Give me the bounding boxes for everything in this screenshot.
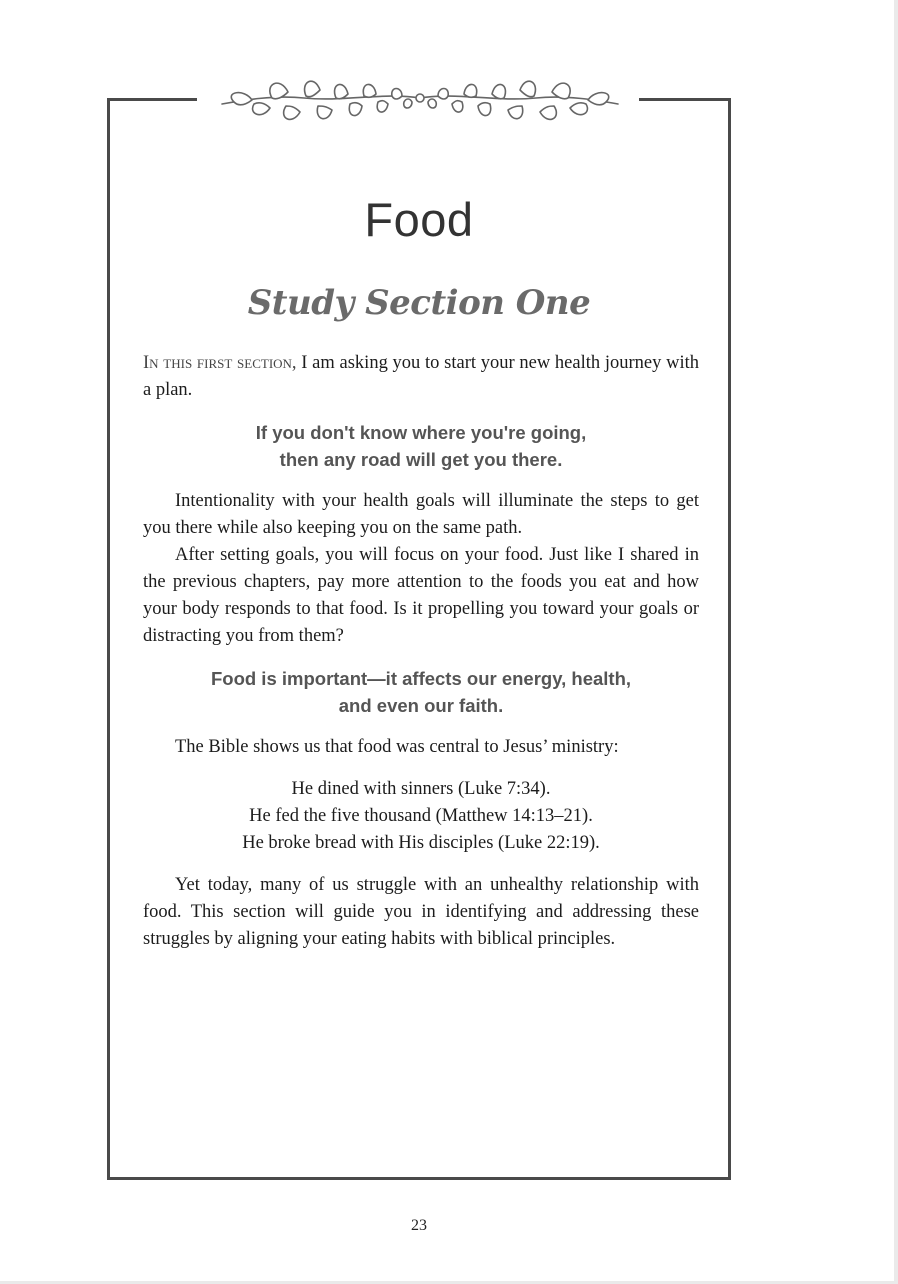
pull-quote-2 [143, 665, 699, 719]
page-edge-shadow [894, 0, 898, 1284]
intro-rest: I am asking you to start your new health journey with a plan. [143, 353, 700, 400]
verse-item: He fed the five thousand (Matthew 14:13–21). [249, 806, 593, 826]
intro-lead: In this first section, [143, 353, 297, 373]
body-paragraph: After setting goals, you will focus on your food. Just like I shared in the previous chapters, pay more attention to the foods you eat and how your body responds to that food. Is it propelling you toward your goals or distracting you from them? [143, 545, 699, 646]
page-number: 23 [411, 1217, 427, 1234]
verse-item: He broke bread with His disciples (Luke 22:19). [242, 833, 600, 853]
closing-paragraph: Yet today, many of us struggle with an unhealthy relationship with food. This section will guide you in identifying and addressing these struggles by aligning your eating habits with biblical principles. [143, 875, 699, 949]
pull-quote-line: If you don't know where you're going, [255, 422, 587, 443]
bible-intro: The Bible shows us that food was central to Jesus’ ministry: [175, 737, 619, 757]
page-title: Food [364, 193, 474, 246]
verse-list [143, 776, 699, 857]
leaf-vine-icon [214, 62, 626, 142]
pull-quote-line: then any road will get you there. [279, 449, 563, 470]
verse-item: He dined with sinners (Luke 7:34). [291, 779, 551, 799]
pull-quote-line: Food is important—it affects our energy, health, [210, 668, 632, 689]
pull-quote-1 [143, 419, 699, 473]
body-paragraph: Intentionality with your health goals will illuminate the steps to get you there while also keeping you on the same path. [143, 491, 699, 538]
section-subtitle: Study Section One [247, 283, 591, 323]
intro-paragraph [143, 350, 699, 404]
pull-quote-line: and even our faith. [338, 695, 504, 716]
body-text [143, 350, 699, 953]
